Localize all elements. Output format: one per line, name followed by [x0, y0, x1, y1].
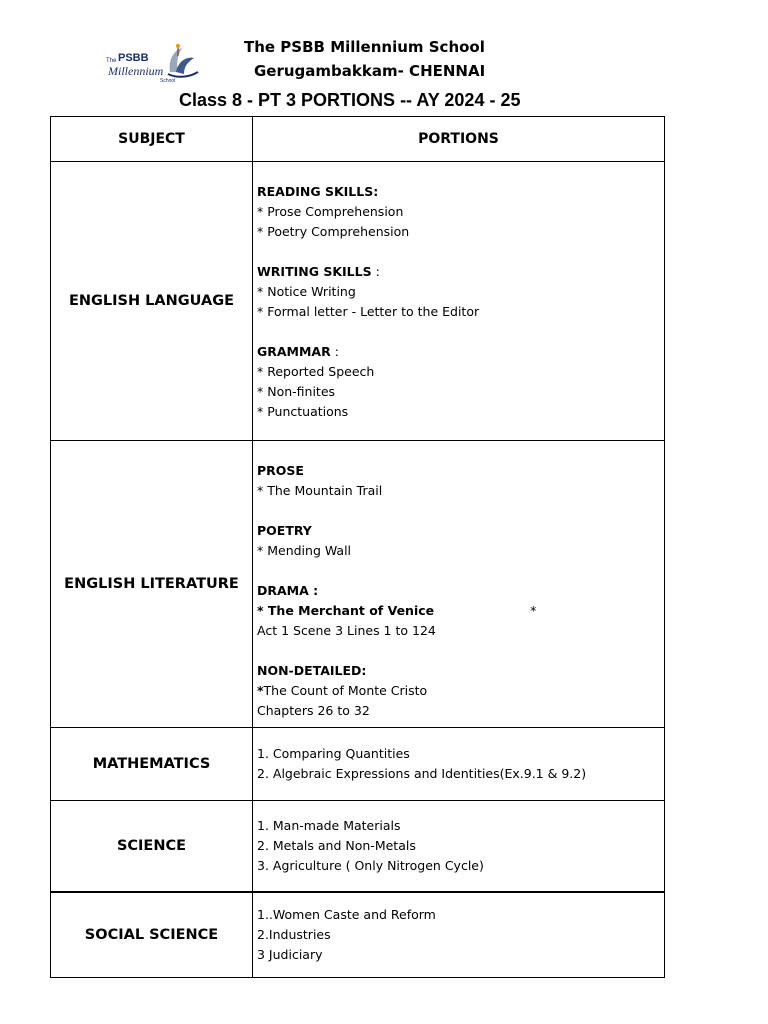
section-heading-writing-line [257, 262, 660, 282]
section-heading-prose: PROSE [257, 463, 304, 478]
portions-english-language [253, 162, 665, 441]
drama-star-mark: * [530, 603, 537, 618]
list-item: * Non-finites [257, 384, 336, 399]
list-item: 1. Comparing Quantities [257, 746, 410, 761]
table-row-english-language [51, 162, 665, 441]
portions-social-science [253, 892, 665, 978]
table-row-mathematics [51, 728, 665, 801]
table-row-english-literature [51, 441, 665, 728]
portions-science [253, 801, 665, 893]
section-heading-writing: WRITING SKILLS [257, 264, 372, 279]
section-heading-grammar: GRAMMAR [257, 344, 331, 359]
list-item: 2.Industries [257, 927, 331, 942]
subject-social-science: SOCIAL SCIENCE [51, 892, 253, 978]
list-item: * Prose Comprehension [257, 204, 404, 219]
section-heading-drama: DRAMA : [257, 583, 319, 598]
section-heading-grammar-line [257, 342, 660, 362]
list-item: * The Mountain Trail [257, 483, 383, 498]
portions-english-literature [253, 441, 665, 728]
list-item: 2. Algebraic Expressions and Identities(Ex.9.1 & 9.2) [257, 766, 587, 781]
list-item: 3. Agriculture ( Only Nitrogen Cycle) [257, 858, 484, 873]
section-heading-reading: READING SKILLS: [257, 184, 379, 199]
table-row-social-science [51, 892, 665, 978]
document-title: Class 8 - PT 3 PORTIONS -- AY 2024 - 25 [179, 90, 521, 110]
school-location: Gerugambakkam- CHENNAI [254, 62, 486, 80]
list-item: * Formal letter - Letter to the Editor [257, 304, 480, 319]
list-item: * Mending Wall [257, 543, 352, 558]
column-header-portions: PORTIONS [253, 117, 665, 162]
school-name: The PSBB Millennium School [244, 38, 485, 56]
logo-text-millennium: Millennium [108, 64, 164, 78]
list-item: Act 1 Scene 3 Lines 1 to 124 [257, 623, 436, 638]
section-heading-poetry: POETRY [257, 523, 312, 538]
list-item: 1. Man-made Materials [257, 818, 401, 833]
list-item: * Reported Speech [257, 364, 375, 379]
drama-title: * The Merchant of Venice [257, 603, 435, 618]
list-item: 3 Judiciary [257, 947, 323, 962]
heading-colon: : [371, 264, 380, 279]
subject-english-language: ENGLISH LANGUAGE [51, 162, 253, 441]
heading-colon: : [330, 344, 339, 359]
list-item: 1..Women Caste and Reform [257, 907, 436, 922]
table-row-science [51, 801, 665, 893]
section-heading-non-detailed: NON-DETAILED: [257, 663, 367, 678]
non-detailed-title-line [257, 681, 660, 701]
list-item: Chapters 26 to 32 [257, 703, 370, 718]
logo-emblem-icon [168, 44, 198, 77]
table-header-row [51, 117, 665, 162]
non-detailed-title: The Count of Monte Cristo [263, 683, 428, 698]
logo-text-school: School [160, 78, 176, 84]
column-header-subject: SUBJECT [51, 117, 253, 162]
portions-table [50, 116, 665, 978]
list-item: * Notice Writing [257, 284, 356, 299]
list-item: * Poetry Comprehension [257, 224, 410, 239]
school-logo [104, 38, 202, 86]
subject-english-literature: ENGLISH LITERATURE [51, 441, 253, 728]
list-item: 2. Metals and Non-Metals [257, 838, 416, 853]
logo-text-psbb: PSBB [118, 52, 149, 64]
list-item: * Punctuations [257, 404, 349, 419]
non-detailed-star: * [257, 683, 264, 698]
portions-mathematics [253, 728, 665, 801]
subject-science: SCIENCE [51, 801, 253, 893]
subject-mathematics: MATHEMATICS [51, 728, 253, 801]
drama-title-line [257, 601, 660, 621]
logo-text-the: The [106, 58, 117, 64]
